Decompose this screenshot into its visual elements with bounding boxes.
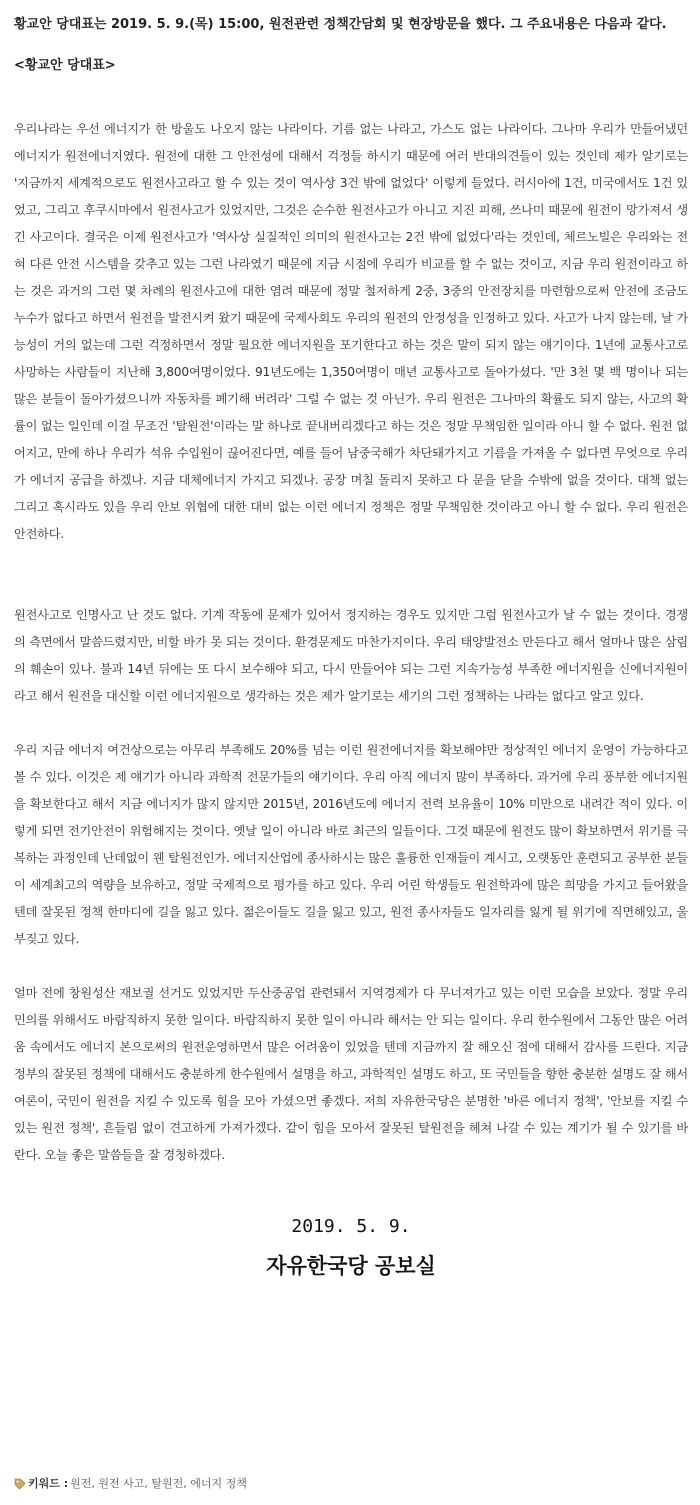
tag-icon	[14, 1478, 26, 1490]
press-release	[14, 0, 688, 1281]
speaker-heading: <황교안 당대표>	[14, 58, 116, 73]
paragraph-2: 원전사고로 인명사고 난 것도 없다. 기계 작동에 문제가 있어서 정지하는 경우도 있지만 그럼 원전사고가 날 수 없는 것이다. 경쟁의 측면에서 말씀드렸지만, 비할 바가 못 되는 것이다. 환경문제도 마찬가지이다. 우리 태양발전소 만든다고 해서 얼마나 많은 삼림의 훼손이 있나. 불과 14년 뒤에는 또 다시 보수해야 되고, 다시 만들어야 되는 그런 지속가능성 부족한 에너지원을 신에너지원이라고 해서 원전을 대신할 이런 에너지원으로 생각하는 것은 제가 알기로는 세기의 그런 정책하는 나라는 없다고 알고 있다.	[14, 608, 688, 703]
release-date: 2019. 5. 9.	[291, 1216, 411, 1237]
paragraph-1: 우리나라는 우선 에너지가 한 방울도 나오지 않는 나라이다. 기름 없는 나라고, 가스도 없는 나라이다. 그나마 우리가 만들어냈던 에너지가 원전에너지였다. 원전에 대한 그 안전성에 대해서 걱정들 하시기 때문에 여러 반대의견들이 있는 것인데 제가 알기로는 '지금까지 세계적으로도 원전사고라고 할 수 있는 것이 역사상 3건 밖에 없었다' 이렇게 들었다. 러시아에 1건, 미국에서도 1건 있었고, 그리고 후쿠시마에서 원전사고가 있었지만, 그것은 순수한 원전사고가 아니고 지진 피해, 쓰나미 때문에 원전이 망가져서 생긴 사고이다. 결국은 이제 원전사고가 '역사상 실질적인 의미의 원전사고는 2건 밖에 없었다'라는 것인데, 체르노빌은 우리와는 전혀 다른 안전 시스템을 갖추고 있는 그런 나라였기 때문에 지금 시점에 우리가 비교를 할 수 없는 것이고, 지금 우리 원전이라고 하는 것은 과거의 그런 몇 차례의 원전사고에 대한 염려 때문에 정말 철저하게 2중, 3중의 안전장치를 마련함으로써 안전에 조금도 누수가 없다고 하면서 원전을 발전시켜 왔기 때문에 국제사회도 우리의 원전의 안정성을 인정하고 있다. 사고가 나지 않는데, 날 가능성이 거의 없는데 그런 걱정하면서 정말 필요한 에너지원을 포기한다고 하는 것은 말이 되지 않는 얘기이다. 1년에 교통사고로 사망하는 사람들이 지난해 3,800여명이었다. 91년도에는 1,350여명이 매년 교통사고로 돌아가셨다. '만 3천 몇 백 명이나 되는 많은 분들이 돌아가셨으니까 자동차를 폐기해 버려라' 그럴 수 없는 것 아닌가. 우리 원전은 그나마의 확률도 되지 않는, 사고의 확률이 없는 일인데 이걸 무조건 '탈원전'이라는 말 하나로 끝내버리겠다고 하는 것은 정말 무책임한 일이라 아니 할 수 없다. 원전 없어지고, 만에 하나 우리가 석유 수입원이 끊어진다면, 예를 들어 남중국해가 차단돼가지고 기름을 가져올 수 없다면 무엇으로 우리가 에너지 공급을 하겠나. 지금 대체에너지 가지고 되겠나. 공장 며칠 돌리지 못하고 다 문을 닫을 수밖에 없을 것이다. 대책 없는 그리고 혹시라도 있을 우리 안보 위협에 대한 대비 없는 이런 에너지 정책은 정말 무책임한 것이라고 아니 할 수 없다. 우리 원전은 안전하다.	[14, 122, 688, 541]
keyword-bar	[14, 1476, 247, 1492]
paragraph-3: 우리 지금 에너지 여건상으로는 아무리 부족해도 20%를 넘는 이런 원전에너지를 확보해야만 정상적인 에너지 운영이 가능하다고 볼 수 있다. 이것은 제 얘기가 아니라 과학적 전문가들의 얘기이다. 우리 아직 에너지 많이 부족하다. 과거에 우리 풍부한 에너지원을 확보한다고 해서 지금 에너지가 많지 않지만 2015년, 2016년도에 에너지 전력 보유율이 10% 미만으로 내려간 적이 있다. 이렇게 되면 전기안전이 위험해지는 것이다. 옛날 일이 아니라 바로 최근의 일들이다. 그것 때문에 원전도 많이 확보하면서 위기를 극복하는 과정인데 난데없이 웬 탈원전인가. 에너지산업에 종사하시는 많은 훌륭한 인재들이 계시고, 오랫동안 훈련되고 공부한 분들이 세계최고의 역량을 보유하고, 정말 국제적으로 평가를 하고 있다. 우리 어린 학생들도 원전학과에 많은 희망을 가지고 들어왔을 텐데 잘못된 정책 한마디에 길을 잃고 있다. 젊은이들도 길을 잃고 있고, 원전 종사자들도 일자리를 잃게 될 위기에 직면해있고, 울부짖고 있다.	[14, 743, 688, 946]
keyword-label: 키워드 :	[28, 1477, 69, 1490]
paragraph-4: 얼마 전에 창원성산 재보궐 선거도 있었지만 두산중공업 관련돼서 지역경제가 다 무너져가고 있는 이런 모습을 보았다. 정말 우리 민의를 위해서도 바람직하지 못한 일이다. 바람직하지 못한 일이 아니라 해서는 안 되는 일이다. 우리 한수원에서 그동안 많은 어려움 속에서도 에너지 본으로써의 원전운영하면서 많은 어려움이 있었을 텐데 지금까지 잘 해오신 점에 대해서 감사를 드린다. 지금 정부의 잘못된 정책에 대해서도 충분하게 한수원에서 설명을 하고, 과학적인 설명도 하고, 또 국민들을 향한 충분한 설명도 잘 해서 여론이, 국민이 원전을 지킬 수 있도록 힘을 모아 가셨으면 좋겠다. 저희 자유한국당은 분명한 '바른 에너지 정책', '안보를 지킬 수 있는 원전 정책', 흔들림 없이 견고하게 가져가겠다. 같이 힘을 모아서 잘못된 탈원전을 헤쳐 나갈 수 있는 계기가 될 수 있기를 바란다. 오늘 좋은 말씀들을 잘 경청하겠다.	[14, 986, 688, 1162]
keyword-values: 원전, 원전 사고, 탈원전, 에너지 정책	[70, 1477, 247, 1490]
intro-text: 황교안 당대표는 2019. 5. 9.(목) 15:00, 원전관련 정책간담회 및 현장방문을 했다. 그 주요내용은 다음과 같다.	[14, 17, 667, 32]
issuer-office: 자유한국당 공보실	[266, 1254, 436, 1278]
